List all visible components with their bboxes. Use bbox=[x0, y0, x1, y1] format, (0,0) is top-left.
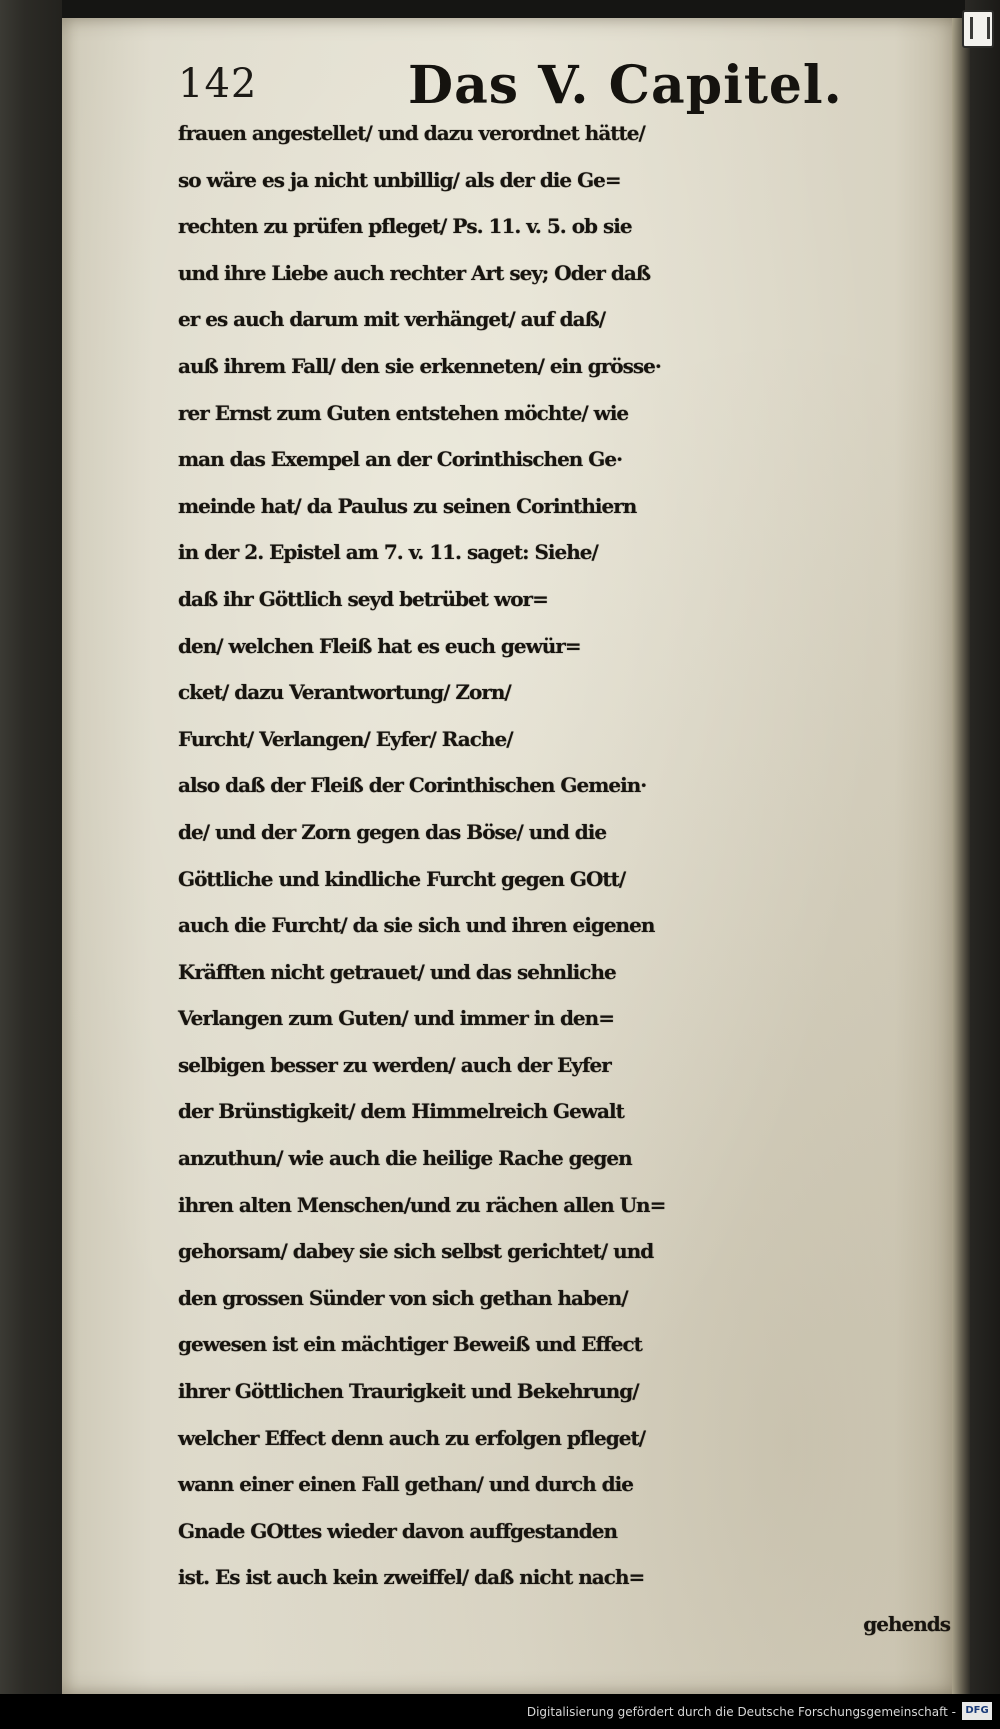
text-line: den grossen Sünder von sich gethan haben/ bbox=[178, 1285, 628, 1310]
page-clip-icon bbox=[962, 10, 994, 48]
text-line: de/ und der Zorn gegen das Böse/ und die bbox=[178, 819, 607, 844]
text-line: ihren alten Menschen/und zu rächen allen Un= bbox=[178, 1192, 666, 1217]
text-line: so wäre es ja nicht unbillig/ als der die Ge= bbox=[178, 167, 621, 192]
text-line: und ihre Liebe auch rechter Art sey; Oder daß bbox=[178, 260, 651, 285]
text-line: den/ welchen Fleiß hat es euch gewür= bbox=[178, 633, 581, 658]
footer-bar bbox=[0, 1694, 1000, 1729]
text-line: meinde hat/ da Paulus zu seinen Corinthiern bbox=[178, 493, 637, 518]
text-line: anzuthun/ wie auch die heilige Rache gegen bbox=[178, 1146, 632, 1171]
funding-credit: Digitalisierung gefördert durch die Deutsche Forschungsgemeinschaft - bbox=[526, 1705, 956, 1719]
text-line: rechten zu prüfen pfleget/ Ps. 11. v. 5. ob sie bbox=[178, 214, 632, 239]
page-number: 142 bbox=[178, 61, 258, 107]
text-line: cket/ dazu Verantwortung/ Zorn/ bbox=[178, 680, 511, 705]
book-edge-left bbox=[0, 0, 62, 1729]
text-line: wann einer einen Fall gethan/ und durch die bbox=[178, 1472, 633, 1497]
text-line: Kräfften nicht getrauet/ und das sehnliche bbox=[178, 959, 616, 984]
text-line: Gnade GOttes wieder davon auffgestanden bbox=[178, 1518, 617, 1543]
text-line: ist. Es ist auch kein zweiffel/ daß nicht nach= bbox=[178, 1565, 645, 1590]
text-line: auch die Furcht/ da sie sich und ihren eigenen bbox=[178, 913, 655, 938]
text-line: gewesen ist ein mächtiger Beweiß und Effect bbox=[178, 1332, 642, 1357]
text-line: also daß der Fleiß der Corinthischen Gemein· bbox=[178, 773, 647, 798]
text-line: Furcht/ Verlangen/ Eyfer/ Rache/ bbox=[178, 726, 513, 751]
catchword: gehends bbox=[863, 1612, 950, 1636]
dfg-logo-icon: DFG bbox=[962, 1702, 992, 1720]
text-line: Göttliche und kindliche Furcht gegen GOtt/ bbox=[178, 866, 626, 891]
text-line: in der 2. Epistel am 7. v. 11. saget: Siehe/ bbox=[178, 540, 598, 565]
chapter-title: Das V. Capitel. bbox=[408, 55, 843, 116]
body-text bbox=[178, 110, 968, 1648]
page-header bbox=[178, 55, 923, 115]
text-line: er es auch darum mit verhänget/ auf daß/ bbox=[178, 307, 606, 332]
text-line: Verlangen zum Guten/ und immer in den= bbox=[178, 1006, 614, 1031]
text-line: man das Exempel an der Corinthischen Ge· bbox=[178, 447, 623, 472]
text-line: auß ihrem Fall/ den sie erkenneten/ ein grösse· bbox=[178, 353, 661, 378]
text-line: gehorsam/ dabey sie sich selbst gerichtet/ und bbox=[178, 1239, 654, 1264]
text-line: welcher Effect denn auch zu erfolgen pfleget/ bbox=[178, 1425, 646, 1450]
book-edge-right bbox=[965, 0, 1000, 1729]
text-line: daß ihr Göttlich seyd betrübet wor= bbox=[178, 586, 548, 611]
text-line: der Brünstigkeit/ dem Himmelreich Gewalt bbox=[178, 1099, 624, 1124]
text-line: rer Ernst zum Guten entstehen möchte/ wie bbox=[178, 400, 629, 425]
text-line: ihrer Göttlichen Traurigkeit und Bekehrung/ bbox=[178, 1379, 639, 1404]
text-line: frauen angestellet/ und dazu verordnet hätte/ bbox=[178, 121, 645, 145]
text-line: selbigen besser zu werden/ auch der Eyfer bbox=[178, 1052, 611, 1077]
